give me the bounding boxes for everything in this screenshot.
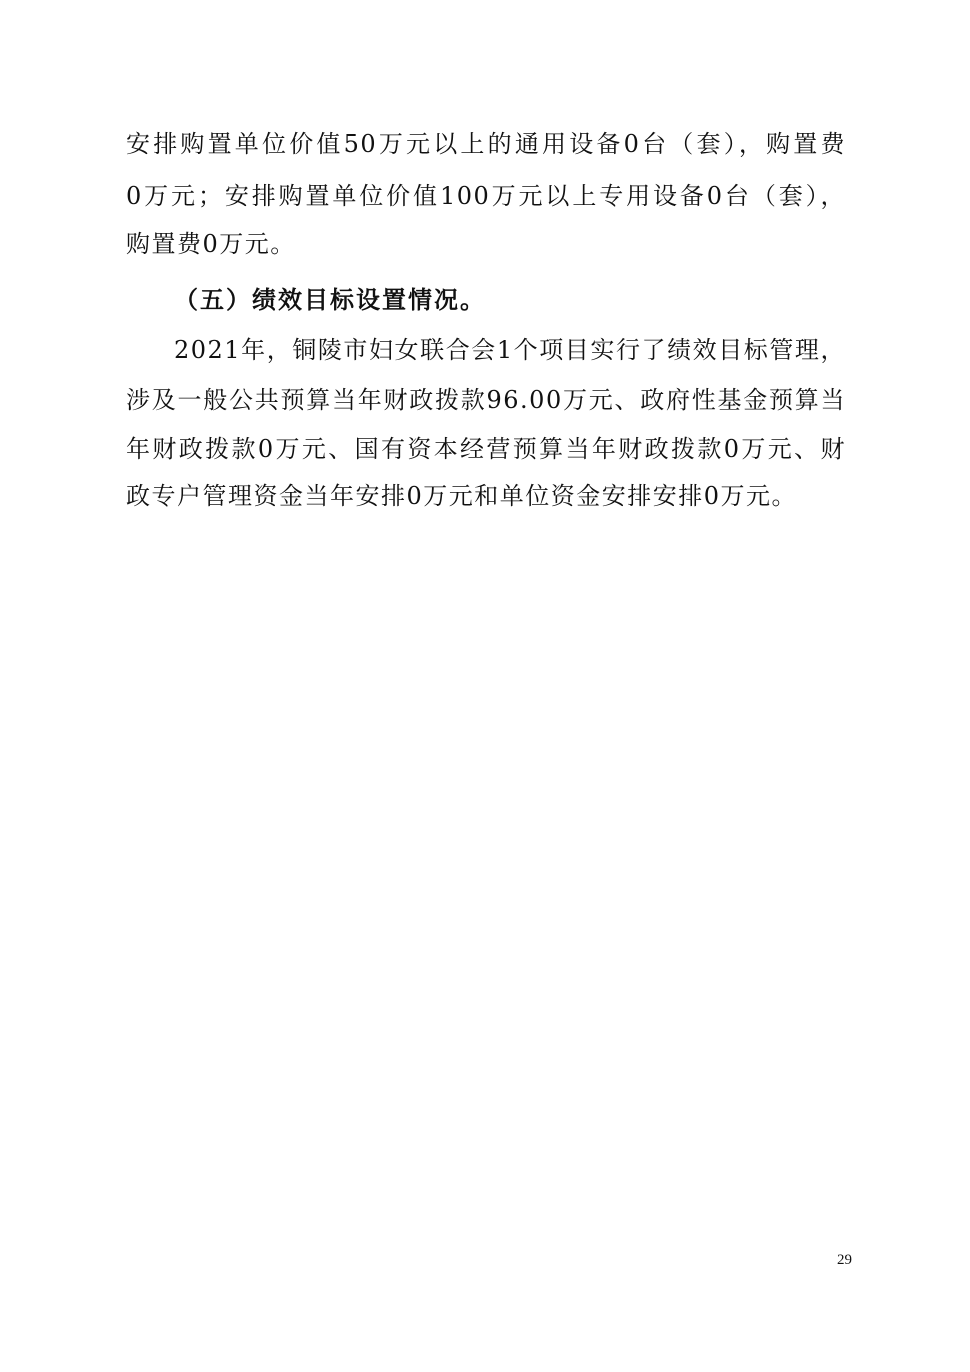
paragraph-line-2: 0万元；安排购置单位价值100万元以上专用设备0台（套）， (126, 182, 846, 210)
paragraph-line-1: 安排购置单位价值50万元以上的通用设备0台（套），购置费 (126, 130, 846, 158)
paragraph-line-7: 政专户管理资金当年安排0万元和单位资金安排安排0万元。 (126, 482, 798, 510)
paragraph-line-3: 购置费0万元。 (126, 230, 296, 258)
paragraph-line-4: 2021年，铜陵市妇女联合会1个项目实行了绩效目标管理， (174, 336, 846, 364)
section-heading: （五）绩效目标设置情况。 (174, 285, 486, 314)
paragraph-line-5: 涉及一般公共预算当年财政拨款96.00万元、政府性基金预算当 (126, 386, 846, 414)
page-number: 29 (837, 1252, 852, 1268)
paragraph-line-6: 年财政拨款0万元、国有资本经营预算当年财政拨款0万元、财 (126, 435, 846, 463)
